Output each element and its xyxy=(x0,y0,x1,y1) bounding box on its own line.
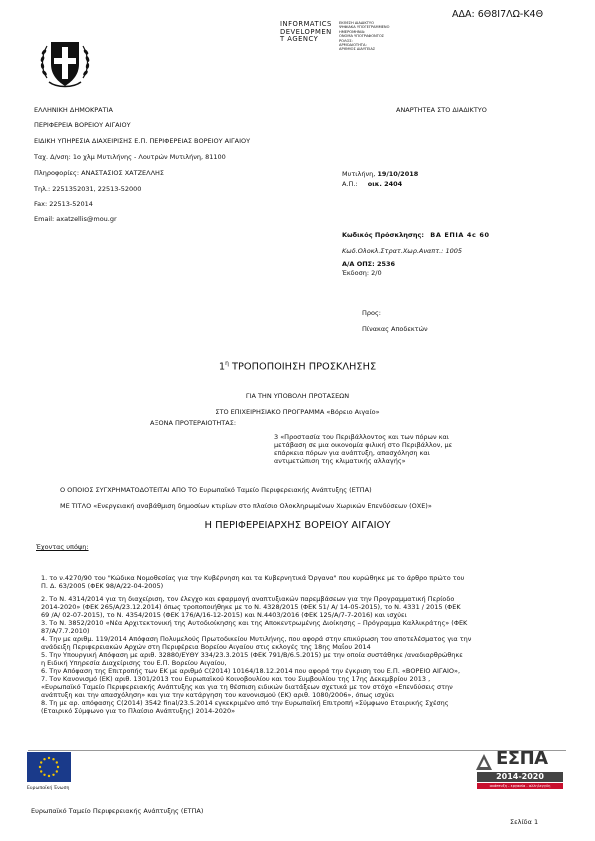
consideration-line: 87/Α/7.7.2010) xyxy=(41,627,90,635)
having-regard-heading: Έχοντας υπόψη: xyxy=(36,543,89,551)
priority-axis-line: επάρκεια πόρων για ανάπτυξη, απασχόληση και xyxy=(274,449,430,457)
digital-signature-details xyxy=(339,21,399,52)
consideration-item xyxy=(41,699,561,715)
call-title: ΜΕ ΤΙΤΛΟ «Ενεργειακή αναβάθμιση δημοσίων κτιρίων στο πλαίσιο Ολοκληρωμένων Χωρικών Επενδύσεων (ΟΧΕ)» xyxy=(60,502,432,510)
issuing-authority: Η ΠΕΡΙΦΕΡΕΙΑΡΧΗΣ ΒΟΡΕΙΟΥ ΑΙΓΑΙΟΥ xyxy=(204,520,391,531)
edition-number: Έκδοση: 2/0 xyxy=(342,269,382,277)
country-name: ΕΛΛΗΝΙΚΗ ΔΗΜΟΚΡΑΤΙΑ xyxy=(34,106,113,114)
fax-number: Fax: 22513-52014 xyxy=(34,200,93,208)
consideration-line: 4. Την με αριθμ. 119/2014 Απόφαση Πολυμελούς Πρωτοδικείου Μυτιλήνης, που αφορά στην επικύρωση του αποτελέσματος για την xyxy=(41,635,472,643)
postal-address: Ταχ. Δ/νση: 1ο χλμ Μυτιλήνης - Λουτρών Μυτιλήνη, 81100 xyxy=(34,153,226,161)
signature-detail: ΑΡΜΟΔΙΟΤΗΤΑ: xyxy=(339,43,367,48)
amendment-superscript: η xyxy=(225,360,229,367)
considerations-list xyxy=(41,574,561,715)
aa-ops-label: Α/Α ΟΠΣ: xyxy=(342,260,375,268)
consideration-line: 1. το ν.4270/90 του "Κώδικα Νομοθεσίας για την Κυβέρνηση και τα Κυβερνητικά Όργανα" που κυρώθηκε με το άρθρο πρώτο του xyxy=(41,574,465,582)
signature-detail: ΡΟΛΟΣ: xyxy=(339,38,353,43)
consideration-item xyxy=(41,675,561,699)
amendment-title: ΤΡΟΠΟΠΟΙΗΣΗ ΠΡΟΣΚΛΗΣΗΣ xyxy=(232,361,377,373)
reference-label: Α.Π.: xyxy=(342,180,358,188)
consideration-line: 7. Τον Κανονισμό (ΕΚ) αριθ. 1301/2013 του Ευρωπαϊκού Κοινοβουλίου και του Συμβουλίου της 17ης Δεκεμβρίου 2013 , xyxy=(41,675,431,683)
ops-code: Κωδ.Ολοκλ.Στρατ.Χωρ.Αναπτ.: 1005 xyxy=(342,247,462,255)
digital-signature-stamp xyxy=(280,21,332,44)
phone-numbers: Τηλ.: 2251352031, 22513-52000 xyxy=(34,185,142,193)
managing-authority: ΕΙΔΙΚΗ ΥΠΗΡΕΣΙΑ ΔΙΑΧΕΙΡΙΣΗΣ Ε.Π. ΠΕΡΙΦΕΡΕΙΑΣ ΒΟΡΕΙΟΥ ΑΙΓΑΙΟΥ xyxy=(34,137,251,145)
consideration-item xyxy=(41,619,561,635)
recipients xyxy=(362,309,428,333)
consideration-line: 5. Την Υπουργική Απόφαση με αριθ. 32880/ΕΥΘΥ 334/23.3.2015 (ΦΕΚ 791/Β/6.5.2015) με την οποία συστάθηκε /αναδιαρθρώθηκε xyxy=(41,651,463,659)
footer-fund-name: Ευρωπαϊκό Ταμείο Περιφερειακής Ανάπτυξης (ΕΤΠΑ) xyxy=(31,807,204,815)
consideration-item xyxy=(41,667,561,675)
consideration-item xyxy=(41,635,561,651)
espa-logo xyxy=(474,750,566,796)
ada-number: ΑΔΑ: 6Θ8Ι7ΛΩ-Κ4Θ xyxy=(452,9,544,20)
submission-line: ΓΙΑ ΤΗΝ ΥΠΟΒΟΛΗ ΠΡΟΤΑΣΕΩΝ xyxy=(245,392,350,400)
programme-line: ΣΤΟ ΕΠΙΧΕΙΡΗΣΙΑΚΟ ΠΡΟΓΡΑΜΜΑ «Βόρειο Αιγαίο» xyxy=(215,408,380,416)
place-date-label: Μυτιλήνη, xyxy=(342,170,376,178)
priority-axis-description xyxy=(274,433,452,465)
greek-coat-of-arms-icon xyxy=(37,34,93,96)
espa-shape-icon xyxy=(474,752,494,772)
eu-caption: Ευρωπαϊκή Ένωση xyxy=(27,786,70,791)
consideration-line: ανάπτυξη και την απασχόληση» και για την κατάργηση του κανονισμού (ΕΚ) αριθ. 1080/2006», όπως ισχύει xyxy=(41,691,395,699)
reference-number: οικ. 2404 xyxy=(367,180,403,188)
consideration-line: 69 /Α/ 02-07-2015), το Ν. 4354/2015 (ΦΕΚ 176/Α/16-12-2015) και Ν.4403/2016 (ΦΕΚ 125/Α/7-7-2016) και ισχύει xyxy=(41,611,407,619)
consideration-line: η Ειδική Υπηρεσία Διαχείρισης του Ε.Π. Βορείου Αιγαίου, xyxy=(41,659,227,667)
agency-name-line-2: DEVELOPMEN xyxy=(280,27,332,36)
espa-tagline: ανάπτυξη - εργασία - αλληλεγγύη xyxy=(477,783,563,789)
invitation-code-label: Κωδικός Πρόσκλησης: xyxy=(342,231,425,239)
priority-axis-line: 3 «Προστασία του Περιβάλλοντος και των πόρων και xyxy=(274,433,450,441)
consideration-line: 6. Την Απόφαση της Επιτροπής των ΕΚ με αριθμό C(2014) 10164/18.12.2014 που αφορά την έγκριση του Ε.Π. «ΒΟΡΕΙΟ ΑΙΓΑΙΟ», xyxy=(41,667,461,675)
signature-detail: ΕΚΘΕΣΗ ΔΙΑΔΙΚΤΥΟ xyxy=(339,21,374,25)
invitation-code: ΒΑ ΕΠΙΑ 4c 60 xyxy=(430,231,490,239)
to-label: Προς: xyxy=(362,309,381,317)
email-address: Email: axatzellis@mou.gr xyxy=(34,215,117,223)
region-name: ΠΕΡΙΦΕΡΕΙΑ ΒΟΡΕΙΟΥ ΑΙΓΑΙΟΥ xyxy=(34,121,131,129)
publish-online-note: ΑΝΑΡΤΗΤΕΑ ΣΤΟ ΔΙΑΔΙΚΤΥΟ xyxy=(396,106,487,114)
espa-years: 2014-2020 xyxy=(477,772,563,782)
priority-axis-line: μετάβαση σε μια οικονομία φιλική στο Περιβάλλον, με xyxy=(274,441,453,449)
consideration-line: (Εταιρικό Σύμφωνο για το Πλαίσιο Ανάπτυξης) 2014-2020» xyxy=(41,707,236,715)
consideration-line: 3. Το Ν. 3852/2010 «Νέα Αρχιτεκτονική της Αυτοδιοίκησης και της Αποκεντρωμένης Διοίκησης – Πρόγραμμα Καλλικράτης» (ΦΕΚ xyxy=(41,619,468,627)
date-and-reference xyxy=(342,170,418,188)
recipients-list: Πίνακας Αποδεκτών xyxy=(362,325,428,333)
amendment-number: 1 xyxy=(218,361,226,373)
espa-wordmark: ΕΣΠΑ xyxy=(496,748,548,769)
agency-name-line-1: INFORMATICS xyxy=(280,20,332,28)
page-title xyxy=(0,360,595,372)
eu-flag-icon xyxy=(27,752,71,782)
consideration-line: 2. Το Ν. 4314/2014 για τη διαχείριση, τον έλεγχο και εφαρμογή αναπτυξιακών παρεμβάσεων για την Προγραμματική Περίοδο xyxy=(41,595,455,603)
funding-source: Ο ΟΠΟΙΟΣ ΣΥΓΧΡΗΜΑΤΟΔΟΤΕΙΤΑΙ ΑΠΟ ΤΟ Ευρωπαϊκό Ταμείο Περιφερειακής Ανάπτυξης (ΕΤΠΑ) xyxy=(60,486,372,494)
contact-person: Πληροφορίες: ΑΝΑΣΤΑΣΙΟΣ ΧΑΤΖΕΛΛΗΣ xyxy=(34,169,165,177)
consideration-line: «Ευρωπαϊκό Ταμείο Περιφερειακής Ανάπτυξης και για τη θέσπιση ειδικών διατάξεων σχετικά με τον στόχο «Επενδύσεις στην xyxy=(41,683,453,691)
page-number: Σελίδα 1 xyxy=(510,818,539,826)
consideration-item xyxy=(41,595,561,619)
consideration-item xyxy=(41,651,561,667)
signature-detail: ΨΗΦΙΑΚΑ ΥΠΟΓΕΓΡΑΜΜΕΝΟ xyxy=(339,25,390,30)
priority-axis-label: ΑΞΟΝΑ ΠΡΟΤΕΡΑΙΟΤΗΤΑΣ: xyxy=(150,419,237,427)
document-date: 19/10/2018 xyxy=(377,170,419,178)
signature-detail: ΟΝΟΜΑ ΥΠΟΓΡΑΦΟΝΤΟΣ xyxy=(339,34,385,39)
signature-detail: ΑΡΙΘΜΟΣ ΔΙΑΥΓΕΙΑΣ xyxy=(339,47,376,52)
consideration-line: 8. Τη με αρ. απόφασης C(2014) 3542 final/23.5.2014 εγκεκριμένο από την Ευρωπαϊκή Επιτροπή «Σύμφωνο Εταιρικής Σχέσης xyxy=(41,699,449,707)
invitation-codes xyxy=(342,231,490,277)
consideration-item xyxy=(41,574,561,590)
priority-axis-line: αντιμετώπιση της κλιματικής αλλαγής» xyxy=(274,457,406,465)
signature-detail: ΗΜΕΡΟΜΗΝΙΑ: xyxy=(339,29,366,34)
aa-ops-number: 2536 xyxy=(376,260,396,268)
agency-name-line-3: T AGENCY xyxy=(280,35,319,44)
consideration-line: ανάδειξη Περιφερειακών Αρχών στη Περιφέρεια Βορείου Αιγαίου στις εκλογές της 18ης Μαΐου 2014 xyxy=(41,643,371,651)
consideration-line: 2014-2020» (ΦΕΚ 265/Α/23.12.2014) όπως τροποποιήθηκε με το Ν. 4328/2015 (ΦΕΚ 51/ Α/ 14-05-2015), το Ν. 4331 / 2015 (ΦΕΚ xyxy=(41,603,461,611)
consideration-line: Π. Δ. 63/2005 (ΦΕΚ 98/Α/22-04-2005) xyxy=(41,582,164,590)
